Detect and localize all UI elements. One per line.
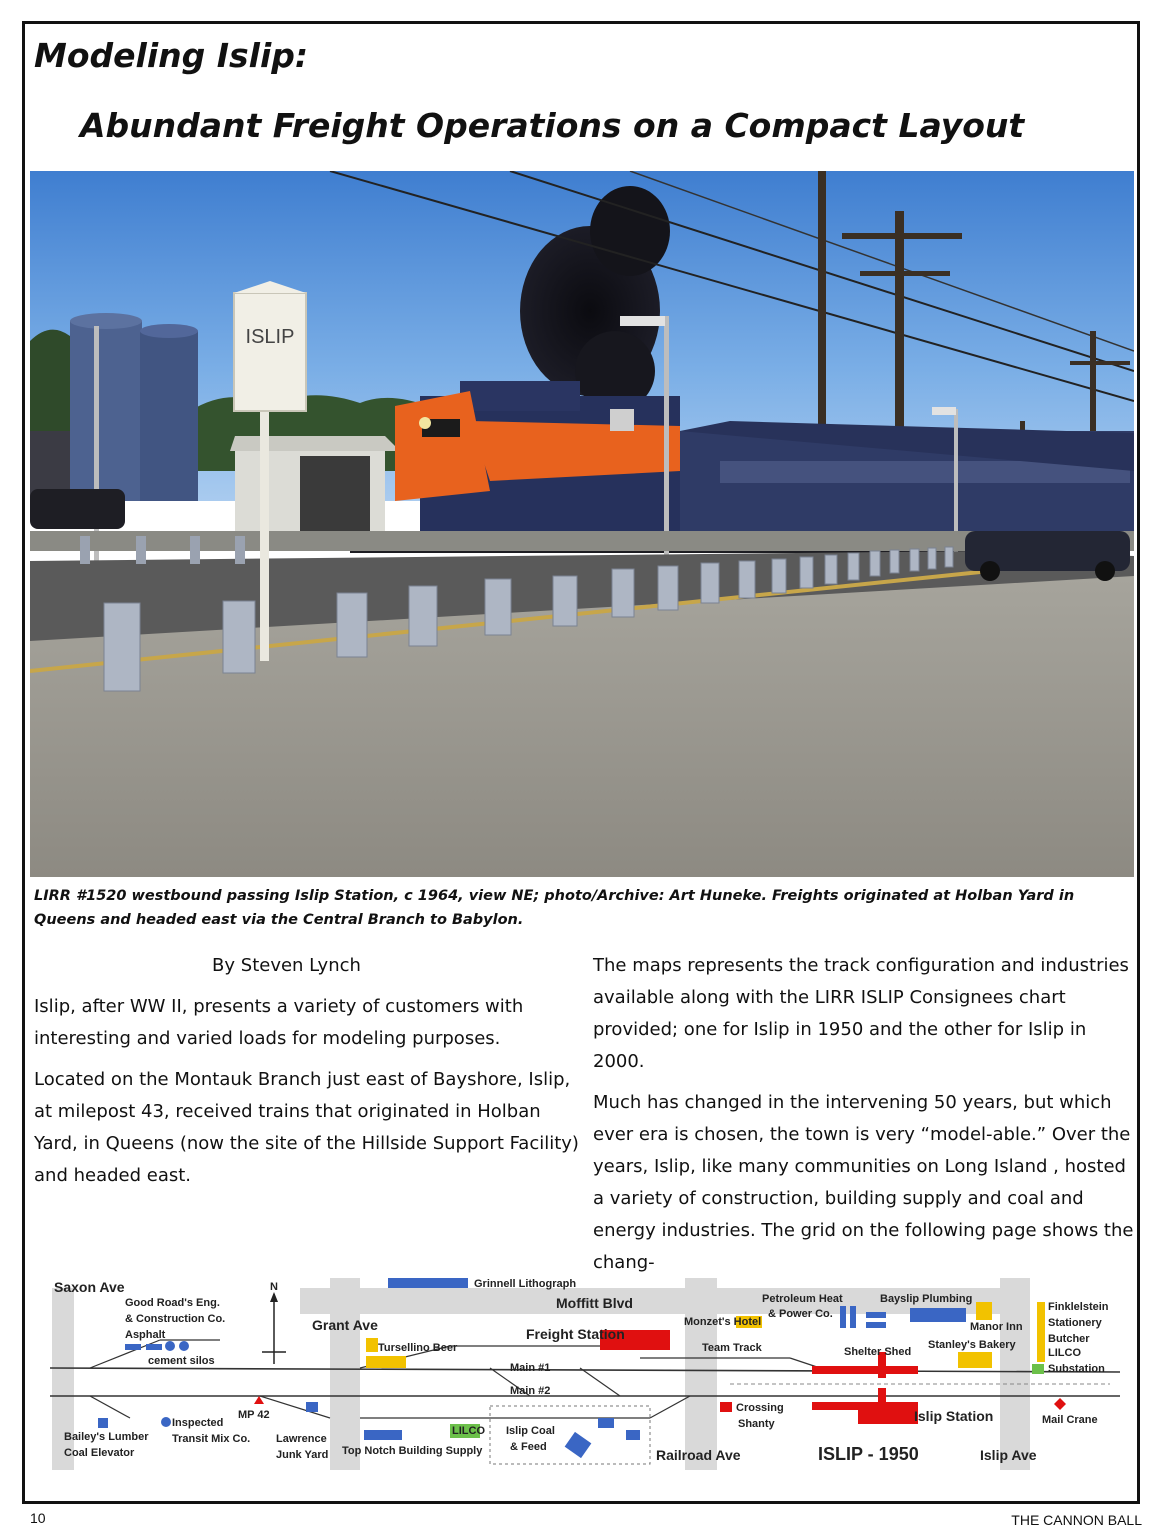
label-manor-inn: Manor Inn	[970, 1321, 1023, 1333]
label-good-roads-line-3: Asphalt	[125, 1329, 166, 1341]
label-baileys-line-1: Bailey's Lumber	[64, 1431, 149, 1443]
islip-1950-track-map	[30, 1268, 1134, 1474]
tursellino-building	[366, 1356, 406, 1368]
label-finkelstein: Finklelstein	[1048, 1301, 1109, 1313]
grinnell-building	[388, 1278, 468, 1288]
photo-caption: LIRR #1520 westbound passing Islip Station, c 1964, view NE; photo/Archive: Art Huneke. Freights originated at Holban Yard in Queens and headed east via the Central Branch to Babylon.	[34, 888, 1075, 928]
islip-ave-road	[1000, 1278, 1030, 1470]
page-number: 10	[30, 1510, 46, 1526]
label-shelter-shed: Shelter Shed	[844, 1346, 912, 1358]
saxon-ave-label: Saxon Ave	[54, 1279, 125, 1295]
mail-crane-marker	[1054, 1398, 1066, 1410]
label-stationery: Stationery	[1048, 1317, 1102, 1329]
byline: By Steven Lynch	[212, 955, 361, 976]
stanleys-bakery-building	[958, 1352, 992, 1368]
label-lilco: LILCO	[452, 1425, 485, 1437]
label-baileys-line-2: Coal Elevator	[64, 1447, 135, 1459]
railroad-ave-label: Railroad Ave	[656, 1447, 741, 1463]
north-label: N	[270, 1281, 278, 1293]
islip-ave-label: Islip Ave	[980, 1447, 1037, 1463]
label-top-notch: Top Notch Building Supply	[342, 1445, 483, 1457]
label-good-roads-line-1: Good Road's Eng.	[125, 1297, 220, 1309]
label-monzet: Monzet's Hotel	[684, 1316, 762, 1328]
label-stanleys: Stanley's Bakery	[928, 1339, 1016, 1351]
label-petroleum-line-1: Petroleum Heat	[762, 1293, 843, 1305]
article-subtitle: Abundant Freight Operations on a Compact Layout	[80, 106, 1025, 145]
label-good-roads-line-2: & Construction Co.	[125, 1313, 226, 1325]
left-column	[34, 950, 579, 1201]
label-crossing-line-1: Crossing	[736, 1402, 784, 1414]
label-butcher: Butcher	[1048, 1333, 1090, 1345]
top-notch-building	[364, 1430, 402, 1440]
label-islip-station: Islip Station	[914, 1408, 994, 1424]
map-title: ISLIP - 1950	[818, 1444, 919, 1464]
label-lawrence-line-2: Junk Yard	[276, 1449, 329, 1461]
right-column	[593, 950, 1138, 1288]
islip-station-photo	[30, 171, 1134, 877]
shelter-shed-building	[812, 1366, 918, 1374]
label-bayslip: Bayslip Plumbing	[880, 1293, 973, 1305]
grant-ave-label: Grant Ave	[312, 1317, 378, 1333]
label-tursellino: Tursellino Beer	[378, 1342, 458, 1354]
label-inspected-line-2: Transit Mix Co.	[172, 1433, 251, 1445]
article-title: Modeling Islip:	[34, 36, 309, 75]
label-grinnell: Grinnell Lithograph	[474, 1278, 577, 1290]
label-mail-crane: Mail Crane	[1042, 1414, 1098, 1426]
label-lilco-substation: LILCO	[1048, 1347, 1081, 1359]
label-substation: Substation	[1048, 1363, 1105, 1375]
label-inspected-line-1: Inspected	[172, 1417, 224, 1429]
publication-name: THE CANNON BALL	[1011, 1512, 1142, 1528]
crossing-shanty-building	[720, 1402, 732, 1412]
paragraph: Islip, after WW II, presents a variety of customers with interesting and varied loads for modeling purposes.	[34, 996, 524, 1049]
label-freight-station: Freight Station	[526, 1326, 625, 1342]
paragraph: The maps represents the track configuration and industries available along with the LIRR ISLIP Consignees chart provided; one for Islip in 1950 and the other for Islip in 2000.	[593, 955, 1129, 1072]
islip-station-building	[858, 1410, 918, 1424]
team-track-label: Team Track	[702, 1342, 762, 1354]
label-islip-coal-line-1: Islip Coal	[506, 1425, 555, 1437]
bayslip-building	[910, 1308, 966, 1322]
label-cement-silos: cement silos	[148, 1355, 215, 1367]
label-mp42: MP 42	[238, 1409, 270, 1421]
paragraph: Much has changed in the intervening 50 years, but which ever era is chosen, the town is very “model-able.” Over the years, Islip, like many communities on Long Island , hosted a variety of construction, building supply and coal and energy industries. The grid on the following page shows the chang-	[593, 1092, 1134, 1273]
railroad-ave-cross-road	[685, 1278, 717, 1470]
station-sign-text: ISLIP	[245, 326, 295, 348]
label-islip-coal-line-2: & Feed	[510, 1441, 547, 1453]
label-crossing-line-2: Shanty	[738, 1418, 775, 1430]
label-petroleum-line-2: & Power Co.	[768, 1308, 833, 1320]
label-lawrence-line-1: Lawrence	[276, 1433, 327, 1445]
main-2-label: Main #2	[510, 1385, 551, 1397]
paragraph: Located on the Montauk Branch just east of Bayshore, Islip, at milepost 43, received trains that originated in Holban Yard, in Queens (now the site of the Hillside Support Facility) and headed east.	[34, 1069, 579, 1186]
main-1-label: Main #1	[510, 1362, 551, 1374]
moffitt-blvd-label: Moffitt Blvd	[556, 1295, 633, 1311]
